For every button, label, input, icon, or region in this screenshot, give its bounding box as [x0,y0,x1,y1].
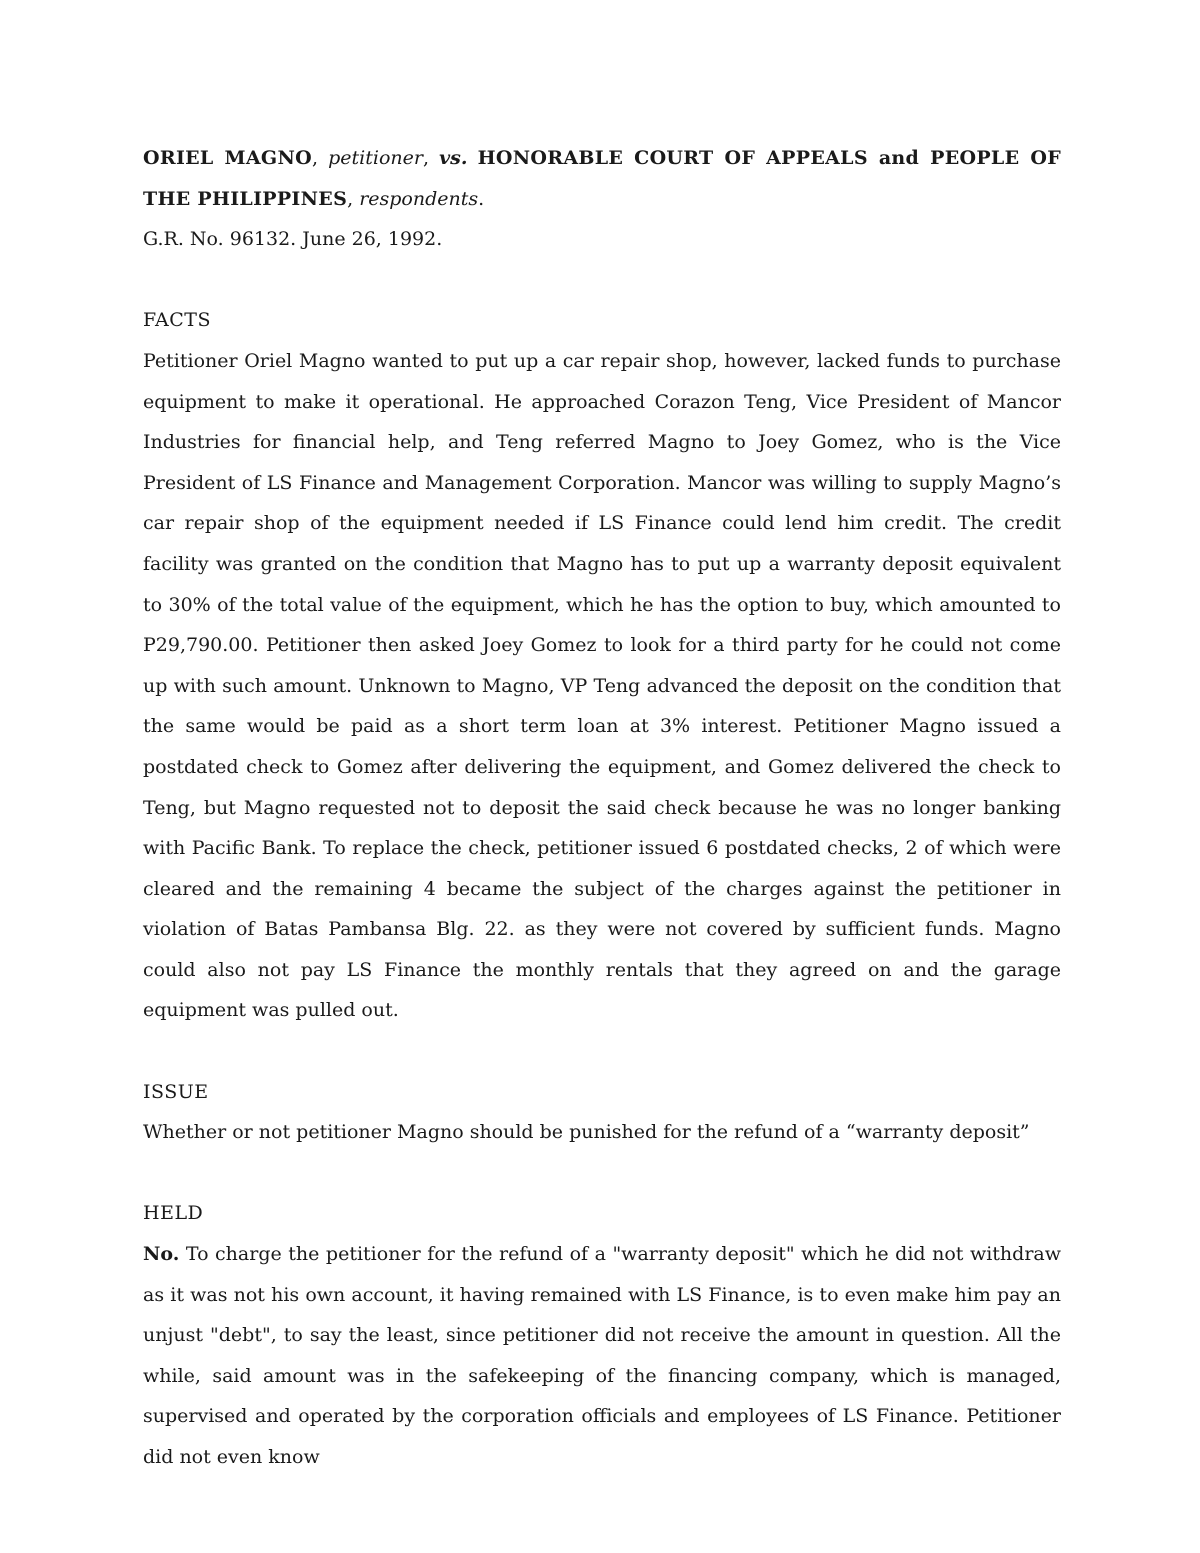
versus-label: vs. [439,147,468,169]
caption-end: . [478,187,485,210]
petitioner-role: petitioner [328,147,423,169]
spacer [143,1031,1061,1072]
caption-space [468,147,478,169]
caption-separator: , [311,147,329,169]
spacer [143,1153,1061,1194]
facts-heading: FACTS [143,309,211,332]
held-answer: No. [143,1243,180,1266]
document-page [143,138,1061,1478]
held-body: To charge the petitioner for the refund of a "warranty deposit" which he did not withdraw as it was not his own account, it having remained with LS Finance, is to even make him pay an unjust "debt", to say the least, since petitioner did not receive the amount in question. All the while, said amount was in the safekeeping of the financing company, which is managed, supervised and operated by the corporation officials and employees of LS Finance. Petitioner did not even know [143,1243,1061,1468]
caption-separator: , [347,187,360,210]
docket-line: G.R. No. 96132. June 26, 1992. [143,228,443,251]
respondents-name: HONORABLE COURT OF APPEALS and PEOPLE OF THE PHILIPPINES [143,147,1061,210]
held-paragraph [143,1234,1061,1478]
petitioner-name: ORIEL MAGNO [143,147,312,169]
issue-body: Whether or not petitioner Magno should be punished for the refund of a “warranty deposit” [143,1121,1030,1144]
respondents-role: respondents [359,187,479,210]
facts-body: Petitioner Oriel Magno wanted to put up a car repair shop, however, lacked funds to purchase equipment to make it operational. He approached Corazon Teng, Vice President of Mancor Industries for financial help, and Teng referred Magno to Joey Gomez, who is the Vice President of LS Finance and Management Corporation. Mancor was willing to supply Magno’s car repair shop of the equipment needed if LS Finance could lend him credit. The credit facility was granted on the condition that Magno has to put up a warranty deposit equivalent to 30% of the total value of the equipment, which he has the option to buy, which amounted to P29,790.00. Petitioner then asked Joey Gomez to look for a third party for he could not come up with such amount. Unknown to Magno, VP Teng advanced the deposit on the condition that the same would be paid as a short term loan at 3% interest. Petitioner Magno issued a postdated check to Gomez after delivering the equipment, and Gomez delivered the check to Teng, but Magno requested not to deposit the said check because he was no longer banking with Pacific Bank. To replace the check, petitioner issued 6 postdated checks, 2 of which were cleared and the remaining 4 became the subject of the charges against the petitioner in violation of Batas Pambansa Blg. 22. as they were not covered by sufficient funds. Magno could also not pay LS Finance the monthly rentals that they agreed on and the garage equipment was pulled out. [143,349,1061,1022]
caption-separator: , [422,147,440,169]
spacer [143,260,1061,301]
issue-heading: ISSUE [143,1080,209,1103]
case-caption [143,138,1061,219]
held-heading: HELD [143,1202,204,1225]
